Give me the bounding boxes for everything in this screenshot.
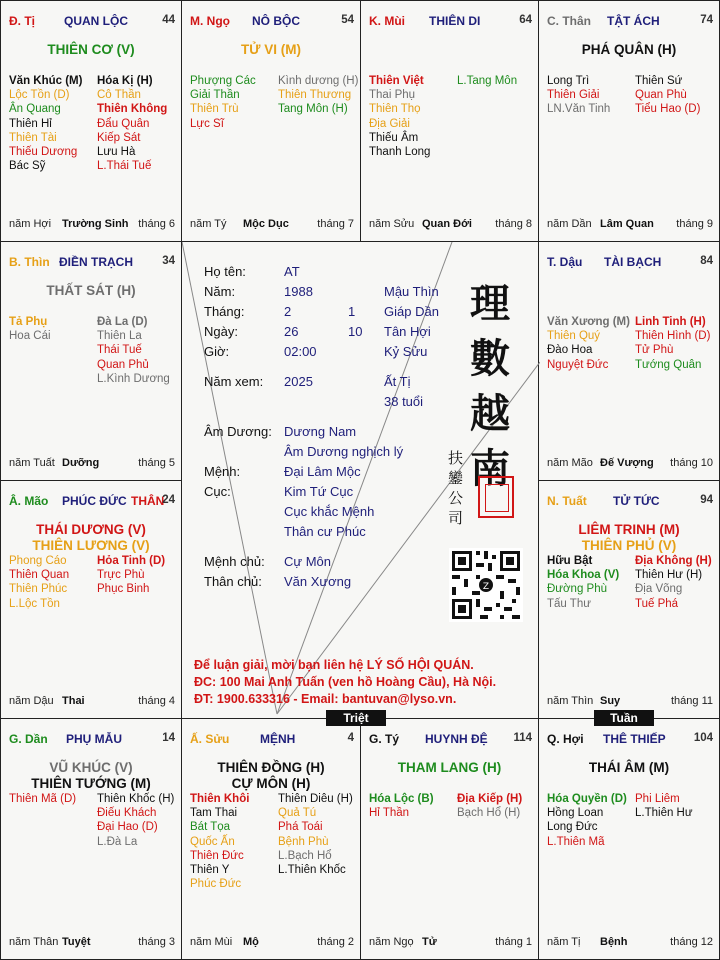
main-stars [1,283,181,299]
dai-han-number: 14 [162,732,175,744]
calligraphy-small-3: 公 [448,489,464,507]
palace-cell-ty[interactable] [360,718,539,960]
minor-stars-left [9,554,69,611]
palace-name: NÔ BỘC [252,14,300,28]
am-duong-note: Âm Dương nghịch lý [284,444,404,459]
month-label: tháng 12 [670,936,713,948]
minor-star[interactable]: Long Đức [547,821,598,834]
minor-star[interactable]: Long Trì [547,75,590,87]
ngay-can-chi: Tân Hợi [384,324,431,339]
nam-xem-label: Năm xem: [204,374,264,389]
calligraphy-small-2: 鑾 [448,469,464,487]
branch-name: N. Tuất [547,494,587,508]
minor-star[interactable]: L.Kình Dương [97,372,170,385]
palace-header [9,732,175,748]
palace-footer [369,218,532,232]
minor-star[interactable]: Trực Phù [97,569,145,582]
minor-star[interactable]: Tấu Thư [547,597,591,610]
palace-cell-dau[interactable] [538,241,720,481]
branch-name: M. Ngọ [190,14,230,28]
year-label: năm Mão [547,457,593,469]
minor-stars-left [369,792,434,820]
contact-phone-email: ĐT: 1900.633316 - Email: bantuvan@lyso.vn. [194,692,457,706]
nam-xem-can-chi: Ất Tị [384,374,411,389]
nam-can-chi: Mậu Thìn [384,284,439,299]
truong-sinh-stage: Suy [600,695,621,707]
palace-cell-than[interactable] [538,0,720,242]
palace-cell-dan[interactable] [0,718,182,960]
than-marker: THÂN [131,494,165,508]
palace-name: HUYNH ĐỆ [425,732,488,746]
dai-han-number: 24 [162,494,175,506]
minor-star[interactable]: Hóa Lộc (B) [369,793,434,805]
menh-chu-label: Mệnh chủ: [204,554,265,569]
month-label: tháng 1 [495,936,532,948]
thang-can-chi: Giáp Dần [384,304,439,319]
main-stars [1,42,181,58]
main-star[interactable]: CỰ MÔN (H) [231,775,311,791]
thang-duong-lich: 2 [284,304,292,319]
qr-code-icon[interactable] [449,548,523,622]
minor-star[interactable]: Tướng Quân [635,358,702,371]
truong-sinh-stage: Dưỡng [62,457,100,469]
truong-sinh-stage: Trường Sinh [62,218,129,230]
minor-star[interactable]: Thiên La [97,330,142,343]
minor-star[interactable]: Phá Toái [278,821,323,834]
minor-star[interactable]: Kiếp Sát [97,131,141,144]
main-star[interactable]: THẤT SÁT (H) [46,283,136,298]
menh-chu-value: Cự Môn [284,554,331,569]
month-label: tháng 6 [138,218,175,230]
truong-sinh-stage: Đế Vượng [600,457,654,469]
minor-stars-right [635,554,712,611]
year-label: năm Mùi [190,936,233,948]
minor-star[interactable]: Lộc Tồn (D) [9,89,70,102]
palace-footer [9,218,175,232]
minor-star[interactable]: LN.Văn Tinh [547,103,611,116]
gio-value: 02:00 [284,344,317,359]
ngay-duong-lich: 26 [284,324,299,339]
palace-header [9,255,175,271]
palace-cell-mui[interactable] [360,0,539,242]
palace-cell-thin[interactable] [0,241,182,481]
minor-stars-left [547,74,610,117]
palace-footer [547,695,713,709]
minor-star[interactable]: Lực Sĩ [190,117,224,130]
minor-star[interactable]: Bạch Hổ (H) [457,807,521,820]
dai-han-number: 104 [693,732,713,744]
minor-star[interactable]: Thiên Hình (D) [635,330,711,343]
year-label: năm Tý [190,218,227,230]
main-stars [182,760,360,791]
minor-star[interactable]: Đường Phù [547,583,607,596]
minor-star[interactable]: Thiếu Âm [369,131,419,144]
main-stars [539,522,719,553]
minor-star[interactable]: Thiên Thương [278,89,352,102]
main-stars [361,760,538,776]
minor-stars-left [190,792,249,891]
minor-star[interactable]: Văn Xương (M) [547,316,630,328]
minor-stars-left [190,74,256,131]
minor-star[interactable]: Phi Liêm [635,793,680,805]
minor-star[interactable]: Bác Sỹ [9,160,46,173]
minor-stars-right [457,792,522,820]
truong-sinh-stage: Mộc Dục [243,218,289,230]
truong-sinh-stage: Mộ [243,936,259,948]
minor-star[interactable]: Thiếu Dương [9,146,78,159]
minor-star[interactable]: Thiên Tài [9,131,57,144]
minor-star[interactable]: Đà La (D) [97,316,148,328]
palace-name: MỆNH [260,732,296,746]
branch-name: T. Dậu [547,255,583,269]
dai-han-number: 94 [700,494,713,506]
palace-footer [9,936,175,950]
minor-stars-left [547,554,619,611]
dai-han-number: 4 [347,732,354,744]
branch-name: Ấ. Sửu [190,732,230,746]
ngay-am-lich: 10 [348,324,363,339]
palace-footer [9,457,175,471]
minor-star[interactable]: Thiên Y [190,864,230,877]
main-star[interactable]: THIÊN CƠ (V) [47,42,135,57]
minor-star[interactable]: L.Thái Tuế [97,160,152,173]
main-star[interactable]: THIÊN ĐỒNG (H) [217,760,325,775]
minor-star[interactable]: Hoa Cái [9,330,51,343]
branch-name: B. Thìn [9,255,50,269]
thang-label: Tháng: [204,304,245,319]
palace-header [190,732,354,748]
minor-star[interactable]: L.Tang Môn [457,75,518,87]
minor-star[interactable]: Thiên Phúc [9,583,68,596]
year-label: năm Thìn [547,695,594,707]
palace-footer [547,457,713,471]
am-duong-value: Dương Nam [284,424,357,439]
palace-header [9,494,175,510]
minor-star[interactable]: L.Đà La [97,835,138,848]
gio-can-chi: Kỷ Sửu [384,344,428,359]
main-stars [1,522,181,553]
minor-star[interactable]: Địa Giải [369,117,410,130]
minor-star[interactable]: Quan Phù [635,89,687,102]
palace-header [547,494,713,510]
cuc-label: Cục: [204,484,231,499]
palace-cell-suu[interactable] [181,718,361,960]
nam-xem-value: 2025 [284,374,313,389]
tuan-label: Tuần [594,710,654,726]
minor-star[interactable]: Hóa Quyền (D) [547,793,627,805]
minor-star[interactable]: Tử Phù [635,344,674,357]
contact-line-1: Để luận giải, mời bạn liên hệ LÝ SỐ HỘI QUÁN. [194,658,474,672]
minor-star[interactable]: Thiên Hỉ [9,117,52,130]
minor-star[interactable]: Thiên Đức [190,849,244,862]
month-label: tháng 9 [676,218,713,230]
minor-star[interactable]: Đại Hao (D) [97,821,158,834]
minor-star[interactable]: Quan Phủ [97,358,149,371]
truong-sinh-stage: Quan Đới [422,218,472,230]
main-star[interactable]: THIÊN LƯƠNG (V) [32,537,150,553]
minor-star[interactable]: Thiên Hư (H) [635,569,703,582]
minor-star[interactable]: Thai Phụ [369,89,416,102]
year-label: năm Thân [9,936,59,948]
month-label: tháng 5 [138,457,175,469]
minor-star[interactable]: Hỉ Thần [369,807,410,820]
center-info-panel [181,241,539,719]
dai-han-number: 54 [341,14,354,26]
palace-name: ĐIỀN TRẠCH [59,255,133,269]
minor-stars-right [97,554,165,597]
branch-name: Đ. Tị [9,14,35,28]
minor-stars-left [369,74,430,159]
main-stars [539,760,719,776]
palace-footer [190,218,354,232]
palace-header [547,14,713,30]
minor-star[interactable]: Hữu Bật [547,555,593,567]
calligraphy-char-4: 南 [470,445,510,492]
dai-han-number: 44 [162,14,175,26]
menh-label: Mệnh: [204,464,241,479]
minor-stars-right [278,74,358,117]
palace-name: PHỤ MẪU [66,732,122,746]
year-label: năm Hợi [9,218,52,230]
minor-star[interactable]: Phúc Đức [190,878,242,891]
am-duong-label: Âm Dương: [204,424,272,439]
minor-star[interactable]: Hỏa Tinh (D) [97,555,166,567]
month-label: tháng 3 [138,936,175,948]
minor-star[interactable]: Nguyệt Đức [547,358,609,371]
minor-star[interactable]: Văn Khúc (M) [9,75,83,87]
minor-star[interactable]: Tả Phụ [9,316,48,328]
minor-star[interactable]: Phượng Các [190,75,256,87]
palace-name: TỬ TỨC [613,494,660,508]
than-chu-label: Thân chủ: [204,574,262,589]
minor-star[interactable]: Thiên Giải [547,89,600,102]
minor-star[interactable]: Điếu Khách [97,807,157,820]
minor-star[interactable]: Quốc Ấn [190,835,235,848]
minor-star[interactable]: L.Thiên Khốc [278,864,346,877]
minor-star[interactable]: Cô Thần [97,89,141,102]
menh-value: Đại Lâm Mộc [284,464,361,479]
branch-name: C. Thân [547,14,591,28]
calligraphy-char-2: 數 [470,335,510,382]
minor-star[interactable]: Thiên Trù [190,103,239,116]
minor-stars-right [457,74,517,88]
palace-name: THIÊN DI [429,14,481,28]
minor-star[interactable]: Đào Hoa [547,344,593,357]
main-star[interactable]: THÁI DƯƠNG (V) [36,522,146,537]
minor-star[interactable]: Hồng Loan [547,807,604,820]
minor-star[interactable]: Thiên Mã (D) [9,793,77,805]
minor-star[interactable]: Thiên Sứ [635,75,683,87]
palace-footer [547,936,713,950]
palace-cell-ngo[interactable] [181,0,361,242]
nam-value: 1988 [284,284,313,299]
minor-star[interactable]: Thiên Quan [9,569,70,582]
palace-name: PHÚC ĐỨC [62,494,127,508]
minor-star[interactable]: Giải Thần [190,89,240,102]
minor-star[interactable]: Địa Võng [635,583,683,596]
palace-cell-tuat[interactable] [538,480,720,719]
dai-han-number: 84 [700,255,713,267]
minor-star[interactable]: Thiên Khốc (H) [97,793,175,805]
year-label: năm Sửu [369,218,415,230]
main-star[interactable]: THÁI ÂM (M) [588,760,670,775]
minor-star[interactable]: Tam Thai [190,807,238,820]
calligraphy-small-1: 扶 [448,449,464,467]
main-stars [182,42,360,58]
minor-stars-right [97,792,174,849]
truong-sinh-stage: Lâm Quan [600,218,654,230]
month-label: tháng 11 [670,695,713,707]
minor-star[interactable]: Thiên Khôi [190,793,250,805]
truong-sinh-stage: Tử [422,936,437,948]
month-label: tháng 2 [317,936,354,948]
dai-han-number: 74 [700,14,713,26]
minor-star[interactable]: Thiên Không [97,103,168,116]
minor-star[interactable]: L.Thiên Mã [547,835,605,848]
calligraphy-char-1: 理 [470,280,510,327]
minor-stars-right [97,315,170,386]
minor-star[interactable]: Thiên Thọ [369,103,421,116]
minor-stars-left [547,315,630,372]
main-star[interactable]: THIÊN TƯỚNG (M) [31,775,151,791]
ho-ten-label: Họ tên: [204,264,246,279]
contact-address: ĐC: 100 Mai Anh Tuấn (ven hồ Hoàng Cầu), Hà Nội. [194,675,497,689]
main-star[interactable]: VŨ KHÚC (V) [49,760,133,775]
branch-name: G. Tý [369,732,400,746]
main-stars [539,42,719,58]
minor-star[interactable]: Phong Cáo [9,555,67,567]
month-label: tháng 4 [138,695,175,707]
minor-star[interactable]: Bệnh Phù [278,835,329,848]
palace-footer [9,695,175,709]
dai-han-number: 34 [162,255,175,267]
minor-star[interactable]: L.Bạch Hổ [278,849,332,862]
minor-star[interactable]: Kình dương (H) [278,75,359,87]
minor-stars-right [278,792,353,877]
calligraphy-small-4: 司 [448,509,464,527]
minor-star[interactable]: Thiên Việt [369,75,424,87]
minor-star[interactable]: Thái Tuế [97,344,142,357]
palace-header [547,255,713,271]
cuc-note: Cục khắc Mệnh [284,504,375,519]
minor-star[interactable]: Ân Quang [9,103,61,116]
branch-name: Q. Hợi [547,732,584,746]
palace-cell-hoi[interactable] [538,718,720,960]
minor-star[interactable]: Địa Kiếp (H) [457,793,523,805]
palace-header [190,14,354,30]
minor-star[interactable]: Đẩu Quân [97,117,150,130]
minor-star[interactable]: Thanh Long [369,146,431,159]
minor-star[interactable]: Tang Môn (H) [278,103,348,116]
minor-star[interactable]: Linh Tinh (H) [635,316,706,328]
main-stars [1,760,181,791]
truong-sinh-stage: Tuyệt [62,936,91,948]
triet-label: Triệt [326,710,386,726]
minor-star[interactable]: Hóa Khoa (V) [547,569,620,582]
palace-name: TÀI BẠCH [604,255,662,269]
palace-header [369,732,532,748]
year-label: năm Dậu [9,695,54,707]
nam-label: Năm: [204,284,236,299]
minor-star[interactable]: Lưu Hà [97,146,136,159]
dai-han-number: 114 [513,732,532,744]
minor-star[interactable]: Bát Tọa [190,821,231,834]
palace-header [369,14,532,30]
month-label: tháng 10 [670,457,713,469]
minor-stars-left [547,792,627,849]
cuc-value: Kim Tứ Cục [284,484,354,499]
minor-star[interactable]: Thiên Quý [547,330,601,343]
minor-stars-left [9,315,51,343]
truong-sinh-stage: Thai [62,695,85,707]
minor-star[interactable]: Tiểu Hao (D) [635,103,701,116]
palace-cell-ti[interactable] [0,0,182,242]
main-star[interactable]: THAM LANG (H) [397,760,502,775]
red-seal-icon [478,476,514,518]
year-label: năm Dần [547,218,592,230]
branch-name: G. Dần [9,732,48,746]
minor-star[interactable]: Quả Tú [278,807,317,820]
minor-star[interactable]: Thiên Diêu (H) [278,793,353,805]
minor-stars-right [635,792,693,820]
year-label: năm Ngọ [369,936,414,948]
branch-name: Â. Mão [9,494,49,508]
minor-stars-left [9,74,82,173]
palace-name: THÊ THIẾP [603,732,666,746]
palace-header [9,14,175,30]
truong-sinh-stage: Bệnh [600,936,628,948]
minor-star[interactable]: L.Thiên Hư [635,807,693,820]
palace-footer [369,936,532,950]
minor-stars-left [9,792,76,806]
palace-footer [547,218,713,232]
ho-ten-value: AT [284,264,300,279]
minor-star[interactable]: Tuế Phá [635,597,679,610]
month-label: tháng 8 [495,218,532,230]
main-star[interactable]: LIÊM TRINH (M) [578,522,680,537]
than-chu-value: Văn Xương [284,574,352,589]
palace-name: TẬT ÁCH [607,14,660,28]
calligraphy-char-3: 越 [470,390,510,437]
branch-name: K. Mùi [369,14,405,28]
dai-han-number: 64 [519,14,532,26]
minor-stars-right [635,315,710,372]
year-label: năm Tị [547,936,581,948]
gio-label: Giờ: [204,344,230,359]
palace-name: QUAN LỘC [64,14,128,28]
year-label: năm Tuất [9,457,55,469]
main-star[interactable]: TỬ VI (M) [241,42,301,57]
main-star[interactable]: THIÊN PHỦ (V) [581,537,677,553]
minor-star[interactable]: Hóa Kị (H) [97,75,153,87]
main-star[interactable]: PHÁ QUÂN (H) [581,42,677,57]
minor-star[interactable]: L.Lộc Tồn [9,597,60,610]
minor-star[interactable]: Phục Binh [97,583,150,596]
than-cu-note: Thân cư Phúc [284,524,366,539]
minor-stars-right [97,74,167,173]
palace-header [547,732,713,748]
month-label: tháng 7 [317,218,354,230]
palace-footer [190,936,354,950]
tuoi-value: 38 tuổi [384,394,424,409]
ngay-label: Ngày: [204,324,238,339]
minor-star[interactable]: Địa Không (H) [635,555,712,567]
minor-stars-right [635,74,700,117]
palace-cell-mao[interactable] [0,480,182,719]
thang-am-lich: 1 [348,304,356,319]
svg-text:Z: Z [482,582,490,592]
